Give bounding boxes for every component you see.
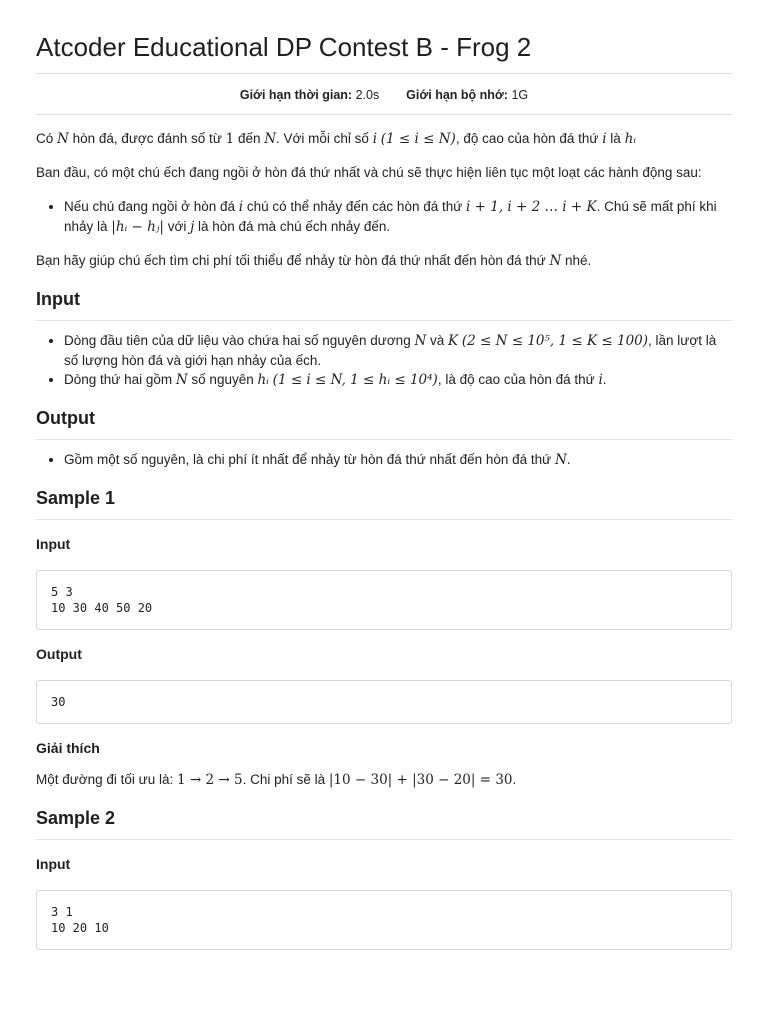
- sample-1-heading: Sample 1: [36, 488, 732, 520]
- list-item: • Nếu chú đang ngồi ở hòn đá i chú có thể nhảy đến các hòn đá thứ i + 1, i + 2 … i + K. Chú sẽ mất phí khi nhảy là |hᵢ − hⱼ| với j là hòn đá mà chú ếch nhảy đến.: [64, 197, 732, 237]
- list-item: • Gồm một số nguyên, là chi phí ít nhất để nhảy từ hòn đá thứ nhất đến hòn đá thứ N.: [64, 450, 732, 470]
- sample-1-explanation-label: Giải thích: [36, 740, 100, 756]
- sample-1-input-block[interactable]: 5 3 10 30 40 50 20: [36, 570, 732, 630]
- statement-list: [36, 197, 732, 237]
- sample-2-input-block[interactable]: 3 1 10 20 10: [36, 890, 732, 950]
- sample-2-heading: Sample 2: [36, 808, 732, 840]
- input-heading: Input: [36, 289, 732, 321]
- statement-paragraph-2: Ban đầu, có một chú ếch đang ngồi ở hòn đá thứ nhất và chú sẽ thực hiện liên tục một loạt các hành động sau:: [36, 165, 702, 180]
- time-limit-label: Giới hạn thời gian:: [239, 88, 353, 102]
- memory-limit-label: Giới hạn bộ nhớ:: [406, 88, 508, 102]
- statement-paragraph-1: Có N hòn đá, được đánh số từ 1 đến N. Với mỗi chỉ số i (1 ≤ i ≤ N), độ cao của hòn đá thứ i là hᵢ: [36, 131, 636, 147]
- input-list: [36, 331, 732, 390]
- sample-1-explanation: Một đường đi tối ưu là: 1 → 2 → 5. Chi phí sẽ là |10 − 30| + |30 − 20| = 30.: [36, 772, 517, 788]
- memory-limit-value: 1G: [511, 88, 529, 102]
- limits-bar: [36, 74, 732, 115]
- time-limit-value: 2.0s: [355, 88, 380, 102]
- page-title: Atcoder Educational DP Contest B - Frog 2: [36, 0, 732, 74]
- sample-2-input-label: Input: [36, 856, 71, 872]
- output-list: [36, 450, 732, 470]
- sample-1-output-label: Output: [36, 646, 82, 662]
- list-item: • Dòng thứ hai gồm N số nguyên hᵢ (1 ≤ i ≤ N, 1 ≤ hᵢ ≤ 10⁴), là độ cao của hòn đá thứ i.: [64, 370, 732, 390]
- output-heading: Output: [36, 408, 732, 440]
- statement-paragraph-3: Bạn hãy giúp chú ếch tìm chi phí tối thiểu để nhảy từ hòn đá thứ nhất đến hòn đá thứ N nhé.: [36, 253, 592, 269]
- list-item: • Dòng đầu tiên của dữ liệu vào chứa hai số nguyên dương N và K (2 ≤ N ≤ 10⁵, 1 ≤ K ≤ 100), lần lượt là số lượng hòn đá và giới hạn nhảy của ếch.: [64, 331, 732, 370]
- sample-1-input-label: Input: [36, 536, 71, 552]
- sample-1-output-block[interactable]: 30: [36, 680, 732, 724]
